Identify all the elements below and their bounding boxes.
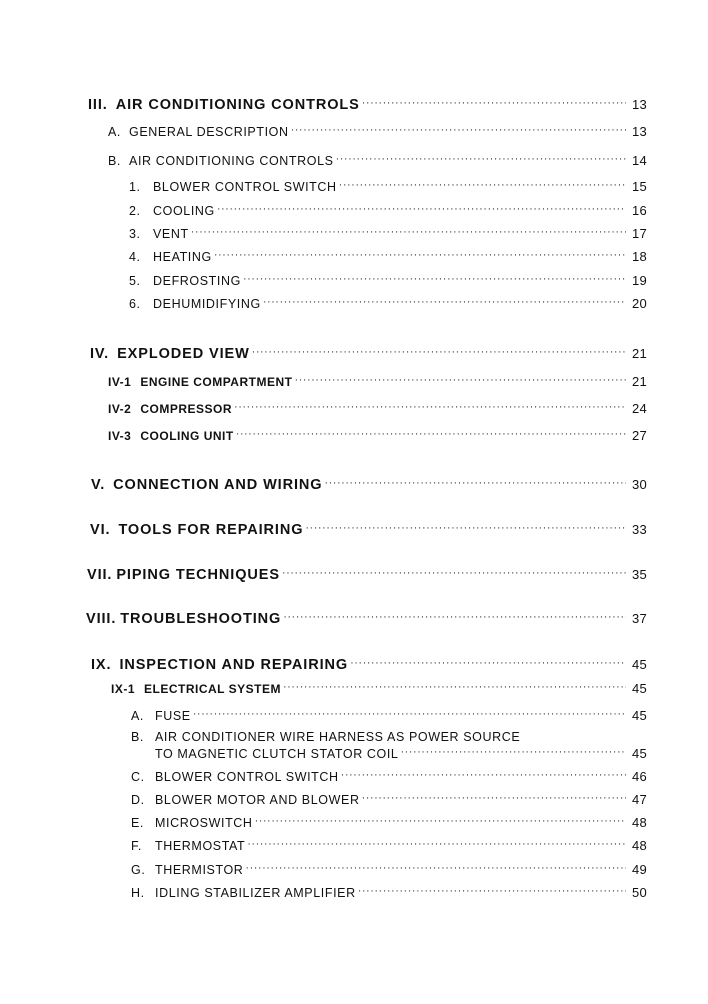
toc-entry-iii-a <box>108 123 647 139</box>
entry-title: DEFROSTING <box>153 273 241 288</box>
toc-entry-section-v <box>91 474 647 493</box>
entry-number: VIII. <box>86 610 117 627</box>
entry-number: VI. <box>90 521 111 538</box>
dot-leader <box>339 178 626 191</box>
entry-number: F. <box>131 838 142 853</box>
dot-leader <box>294 374 626 386</box>
entry-title: VENT <box>153 226 189 241</box>
entry-page: 45 <box>631 681 647 696</box>
entry-title: BLOWER MOTOR AND BLOWER <box>155 792 360 807</box>
dot-leader <box>336 152 626 165</box>
entry-number: B. <box>131 730 145 744</box>
entry-page: 13 <box>631 123 647 139</box>
entry-page: 47 <box>631 791 647 807</box>
toc-entry-ix-1-b-line1 <box>131 730 520 744</box>
entry-title: THERMISTOR <box>155 862 244 877</box>
entry-number: III. <box>88 96 108 113</box>
entry-number: A. <box>131 708 145 723</box>
entry-number: VII. <box>87 566 113 583</box>
entry-page: 45 <box>631 745 647 761</box>
toc-entry-ix-1-h <box>131 884 647 900</box>
dot-leader <box>214 248 626 261</box>
entry-title: MICROSWITCH <box>155 815 253 830</box>
toc-entry-ix-1-c <box>131 768 647 784</box>
toc-entry-ix-1-a <box>131 707 647 723</box>
toc-entry-ix-1-d <box>131 791 647 807</box>
entry-page: 24 <box>631 401 647 416</box>
entry-number: 5. <box>129 273 141 288</box>
entry-number: 2. <box>129 203 141 218</box>
toc-entry-iii-b-2 <box>129 202 647 218</box>
entry-number: H. <box>131 885 145 900</box>
entry-page: 48 <box>631 837 647 853</box>
toc-entry-section-ix <box>91 654 647 673</box>
dot-leader <box>263 295 626 308</box>
entry-title: TROUBLESHOOTING <box>120 610 282 627</box>
dot-leader <box>247 837 626 850</box>
dot-leader <box>255 814 626 827</box>
entry-title: AIR CONDITIONING CONTROLS <box>129 153 334 168</box>
dot-leader <box>362 94 626 109</box>
entry-page: 46 <box>631 768 647 784</box>
entry-title: COMPRESSOR <box>140 402 233 416</box>
dot-leader <box>341 768 626 781</box>
dot-leader <box>362 791 626 804</box>
entry-page: 45 <box>631 707 647 723</box>
toc-entry-section-vii <box>87 564 647 583</box>
toc-entry-ix-1 <box>111 681 647 696</box>
entry-page: 21 <box>631 374 647 389</box>
entry-number: B. <box>108 153 122 168</box>
dot-leader <box>291 123 626 136</box>
dot-leader <box>305 519 626 534</box>
toc-entry-iii-b-5 <box>129 272 647 288</box>
dot-leader <box>282 564 626 579</box>
entry-page: 13 <box>631 96 647 112</box>
entry-page: 33 <box>631 521 647 537</box>
entry-title: AIR CONDITIONING CONTROLS <box>115 96 360 113</box>
toc-entry-iv-2 <box>108 401 647 416</box>
entry-page: 35 <box>631 566 647 582</box>
dot-leader <box>243 272 626 285</box>
toc-entry-ix-1-f <box>131 837 647 853</box>
toc-entry-iii-b-4 <box>129 248 647 264</box>
entry-page: 20 <box>631 295 647 311</box>
toc-entry-iv-1 <box>108 374 647 389</box>
entry-number: 4. <box>129 249 141 264</box>
entry-page: 14 <box>631 152 647 168</box>
toc-entry-ix-1-g <box>131 861 647 877</box>
entry-page: 30 <box>631 476 647 492</box>
entry-title: CONNECTION AND WIRING <box>113 476 323 493</box>
entry-title: BLOWER CONTROL SWITCH <box>155 769 339 784</box>
toc-entry-section-viii <box>86 608 647 627</box>
dot-leader <box>252 343 626 358</box>
entry-title: ENGINE COMPARTMENT <box>140 375 293 389</box>
entry-number: E. <box>131 815 145 830</box>
toc-entry-iii-b-6 <box>129 295 647 311</box>
dot-leader <box>234 401 626 413</box>
entry-page: 19 <box>631 272 647 288</box>
entry-title: TOOLS FOR REPAIRING <box>118 521 304 538</box>
toc-entry-section-iii <box>88 94 647 113</box>
entry-number: D. <box>131 792 145 807</box>
dot-leader <box>245 861 626 874</box>
entry-number: V. <box>91 476 106 493</box>
entry-page: 37 <box>631 610 647 626</box>
entry-number: IX-1 <box>111 682 136 696</box>
toc-entry-ix-1-b-line2 <box>155 745 647 761</box>
entry-number: A. <box>108 124 122 139</box>
entry-title: ELECTRICAL SYSTEM <box>144 682 281 696</box>
entry-number: G. <box>131 862 146 877</box>
entry-title: DEHUMIDIFYING <box>153 296 261 311</box>
entry-number: IX. <box>91 656 112 673</box>
entry-title: EXPLODED VIEW <box>117 345 250 362</box>
entry-title: THERMOSTAT <box>155 838 246 853</box>
dot-leader <box>217 202 626 215</box>
toc-entry-ix-1-e <box>131 814 647 830</box>
dot-leader <box>236 428 626 440</box>
entry-title: COOLING UNIT <box>140 429 234 443</box>
entry-title: PIPING TECHNIQUES <box>116 566 280 583</box>
entry-number: 6. <box>129 296 141 311</box>
entry-title: BLOWER CONTROL SWITCH <box>153 179 337 194</box>
toc-entry-section-vi <box>90 519 647 538</box>
toc-entry-section-iv <box>90 343 647 362</box>
dot-leader <box>324 474 626 489</box>
entry-page: 15 <box>631 178 647 194</box>
entry-title: GENERAL DESCRIPTION <box>129 124 289 139</box>
entry-number: 3. <box>129 226 141 241</box>
toc-entry-iii-b-1 <box>129 178 647 194</box>
entry-page: 49 <box>631 861 647 877</box>
entry-page: 21 <box>631 345 647 361</box>
entry-number: IV-3 <box>108 429 132 443</box>
entry-title-line2: TO MAGNETIC CLUTCH STATOR COIL <box>155 746 399 761</box>
dot-leader <box>193 707 626 720</box>
dot-leader <box>283 681 626 693</box>
entry-title: IDLING STABILIZER AMPLIFIER <box>155 885 356 900</box>
entry-title: HEATING <box>153 249 212 264</box>
entry-title: INSPECTION AND REPAIRING <box>119 656 349 673</box>
entry-page: 45 <box>631 656 647 672</box>
entry-title-line1: AIR CONDITIONER WIRE HARNESS AS POWER SOURCE <box>155 730 521 744</box>
entry-title: COOLING <box>153 203 215 218</box>
entry-number: IV. <box>90 345 110 362</box>
dot-leader <box>400 745 626 758</box>
entry-title: FUSE <box>155 708 191 723</box>
entry-page: 48 <box>631 814 647 830</box>
toc-entry-iii-b <box>108 152 647 168</box>
entry-page: 17 <box>631 225 647 241</box>
dot-leader <box>283 608 626 623</box>
dot-leader <box>191 225 626 238</box>
entry-number: IV-1 <box>108 375 132 389</box>
entry-page: 18 <box>631 248 647 264</box>
dot-leader <box>358 884 626 897</box>
entry-number: 1. <box>129 179 141 194</box>
toc-entry-iii-b-3 <box>129 225 647 241</box>
entry-page: 16 <box>631 202 647 218</box>
entry-page: 27 <box>631 428 647 443</box>
entry-page: 50 <box>631 884 647 900</box>
dot-leader <box>350 654 626 669</box>
entry-number: IV-2 <box>108 402 132 416</box>
toc-entry-iv-3 <box>108 428 647 443</box>
entry-number: C. <box>131 769 145 784</box>
